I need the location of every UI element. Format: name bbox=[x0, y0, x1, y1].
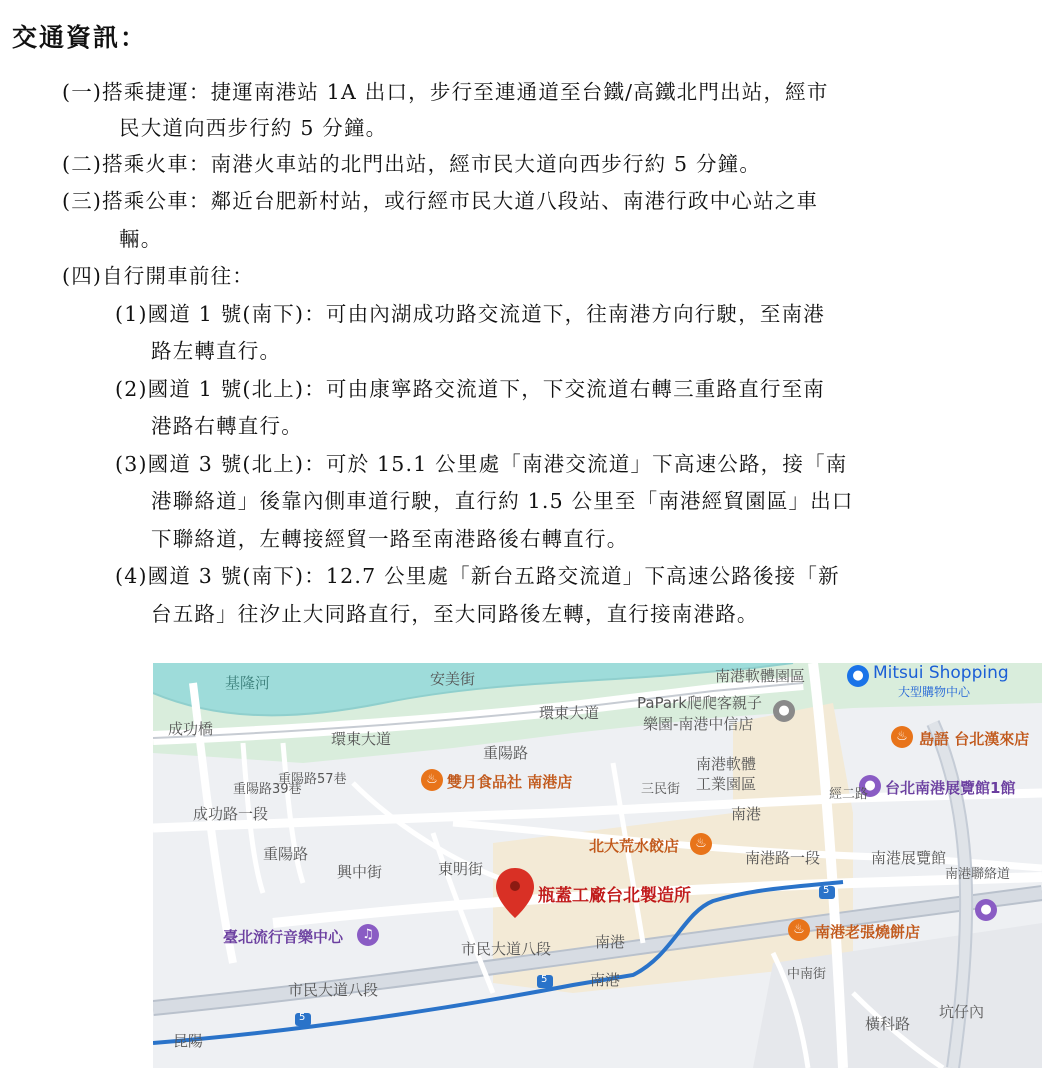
map-label-nangang-station: 南港 bbox=[595, 933, 626, 951]
map-label-kunyang: 昆陽 bbox=[173, 1032, 204, 1050]
map-label-anmei: 安美街 bbox=[430, 670, 476, 688]
map-label-chenggong-bridge: 成功橋 bbox=[168, 720, 214, 738]
map-label-nangang-station-2: 南港 bbox=[590, 971, 621, 989]
train-line-1: (二)搭乘火車：南港火車站的北門出站，經市民大道向西步行約 5 分鐘。 bbox=[62, 152, 762, 176]
map-label-beida: 北大荒水餃店 bbox=[589, 837, 680, 855]
drive-heading: (四)自行開車前往： bbox=[62, 264, 254, 288]
place-marker-icon: ● bbox=[773, 700, 795, 722]
shopping-bag-icon: ● bbox=[847, 665, 869, 687]
map-label-old-zhang: 南港老張燒餅店 bbox=[815, 923, 921, 941]
route-shield-5: 5 bbox=[299, 1012, 306, 1023]
map-label-shimin-8b: 市民大道八段 bbox=[288, 981, 379, 999]
drive-1-line-2: 路左轉直行。 bbox=[151, 339, 282, 363]
map-label-mitsui-sub: 大型購物中心 bbox=[898, 685, 971, 699]
map-label-hengke: 橫科路 bbox=[865, 1015, 911, 1033]
map-label-mitsui: Mitsui Shopping bbox=[873, 663, 1009, 683]
music-icon: ♫ bbox=[357, 924, 379, 946]
map-label-nangang-sw-1: 南港軟體 bbox=[696, 755, 757, 773]
bus-line-2: 輛。 bbox=[119, 227, 163, 251]
map-label-expo-station: 南港展覽館 bbox=[871, 849, 947, 867]
map-label-chenggong-road: 成功路一段 bbox=[193, 805, 269, 823]
drive-4-line-1: (4)國道 3 號(南下)：12.7 公里處「新台五路交流道」下高速公路後接「新 bbox=[115, 564, 840, 588]
map-label-shimin-8: 市民大道八段 bbox=[461, 940, 552, 958]
map-label-huandong-2: 環東大道 bbox=[331, 730, 392, 748]
map-label-nangang-sw-2: 工業園區 bbox=[696, 775, 757, 793]
map-label-nangang-rd-1: 南港路一段 bbox=[745, 849, 821, 867]
map-label-chongyang-road: 重陽路 bbox=[483, 744, 529, 762]
map-label-keelung-river: 基隆河 bbox=[225, 674, 271, 692]
drive-3-line-3: 下聯絡道，左轉接經貿一路至南港路後右轉直行。 bbox=[151, 527, 629, 551]
route-shield-5: 5 bbox=[823, 885, 830, 896]
location-map[interactable] bbox=[153, 663, 1042, 1068]
map-label-kengzainei: 坑仔內 bbox=[939, 1003, 985, 1021]
mrt-line-1: (一)搭乘捷運：捷運南港站 1A 出口，步行至連通道至台鐵/高鐵北門出站，經市 bbox=[62, 80, 829, 104]
map-label-sanmin: 三民街 bbox=[641, 782, 681, 797]
restaurant-icon: ♨ bbox=[690, 833, 712, 855]
map-label-chongyang-39: 重陽路39巷 bbox=[233, 782, 302, 797]
map-label-pop-music: 臺北流行音樂中心 bbox=[223, 928, 344, 946]
map-label-xingzhong: 興中街 bbox=[337, 863, 383, 881]
drive-2-line-2: 港路右轉直行。 bbox=[151, 414, 303, 438]
bus-line-1: (三)搭乘公車：鄰近台肥新村站，或行經市民大道八段站、南港行政中心站之車 bbox=[62, 189, 819, 213]
section-heading: 交通資訊： bbox=[12, 23, 148, 52]
drive-3-line-1: (3)國道 3 號(北上)：可於 15.1 公里處「南港交流道」下高速公路，接「南 bbox=[115, 452, 848, 476]
drive-3-line-2: 港聯絡道」後靠內側車道行駛，直行約 1.5 公里至「南港經貿園區」出口 bbox=[151, 489, 854, 513]
camera-icon: ● bbox=[975, 899, 997, 921]
map-label-dongming: 東明街 bbox=[438, 860, 484, 878]
map-label-liaison: 南港聯絡道 bbox=[945, 867, 1011, 882]
map-label-chongyang-road-2: 重陽路 bbox=[263, 845, 309, 863]
drive-1-line-1: (1)國道 1 號(南下)：可由內湖成功路交流道下，往南港方向行駛，至南港 bbox=[115, 302, 826, 326]
map-label-bottle-factory: 瓶蓋工廠台北製造所 bbox=[538, 886, 691, 906]
map-label-island: 島語 台北漢來店 bbox=[919, 730, 1030, 748]
restaurant-icon: ♨ bbox=[891, 726, 913, 748]
map-label-shuangyue: 雙月食品社 南港店 bbox=[447, 773, 573, 791]
map-label-papark-1: PaPark爬爬客親子 bbox=[637, 694, 762, 712]
map-label-zhongnan: 中南街 bbox=[787, 967, 827, 982]
map-label-expo: 台北南港展覽館1館 bbox=[885, 779, 1016, 797]
restaurant-icon: ♨ bbox=[788, 919, 810, 941]
exhibition-icon: ● bbox=[859, 775, 881, 797]
map-label-papark-2: 樂園-南港中信店 bbox=[643, 715, 754, 733]
map-label-jing2: 經二路 bbox=[829, 787, 869, 802]
map-label-nangang-area: 南港 bbox=[731, 805, 762, 823]
drive-2-line-1: (2)國道 1 號(北上)：可由康寧路交流道下，下交流道右轉三重路直行至南 bbox=[115, 377, 826, 401]
drive-4-line-2: 台五路」往汐止大同路直行，至大同路後左轉，直行接南港路。 bbox=[151, 602, 759, 626]
route-shield-5: 5 bbox=[541, 974, 548, 985]
map-label-huandong-1: 環東大道 bbox=[539, 704, 600, 722]
mrt-line-2: 民大道向西步行約 5 分鐘。 bbox=[119, 116, 388, 140]
map-label-chongyang-57: 重陽路57巷 bbox=[278, 772, 347, 787]
map-label-software-park: 南港軟體園區 bbox=[715, 667, 806, 685]
restaurant-icon: ♨ bbox=[421, 769, 443, 791]
